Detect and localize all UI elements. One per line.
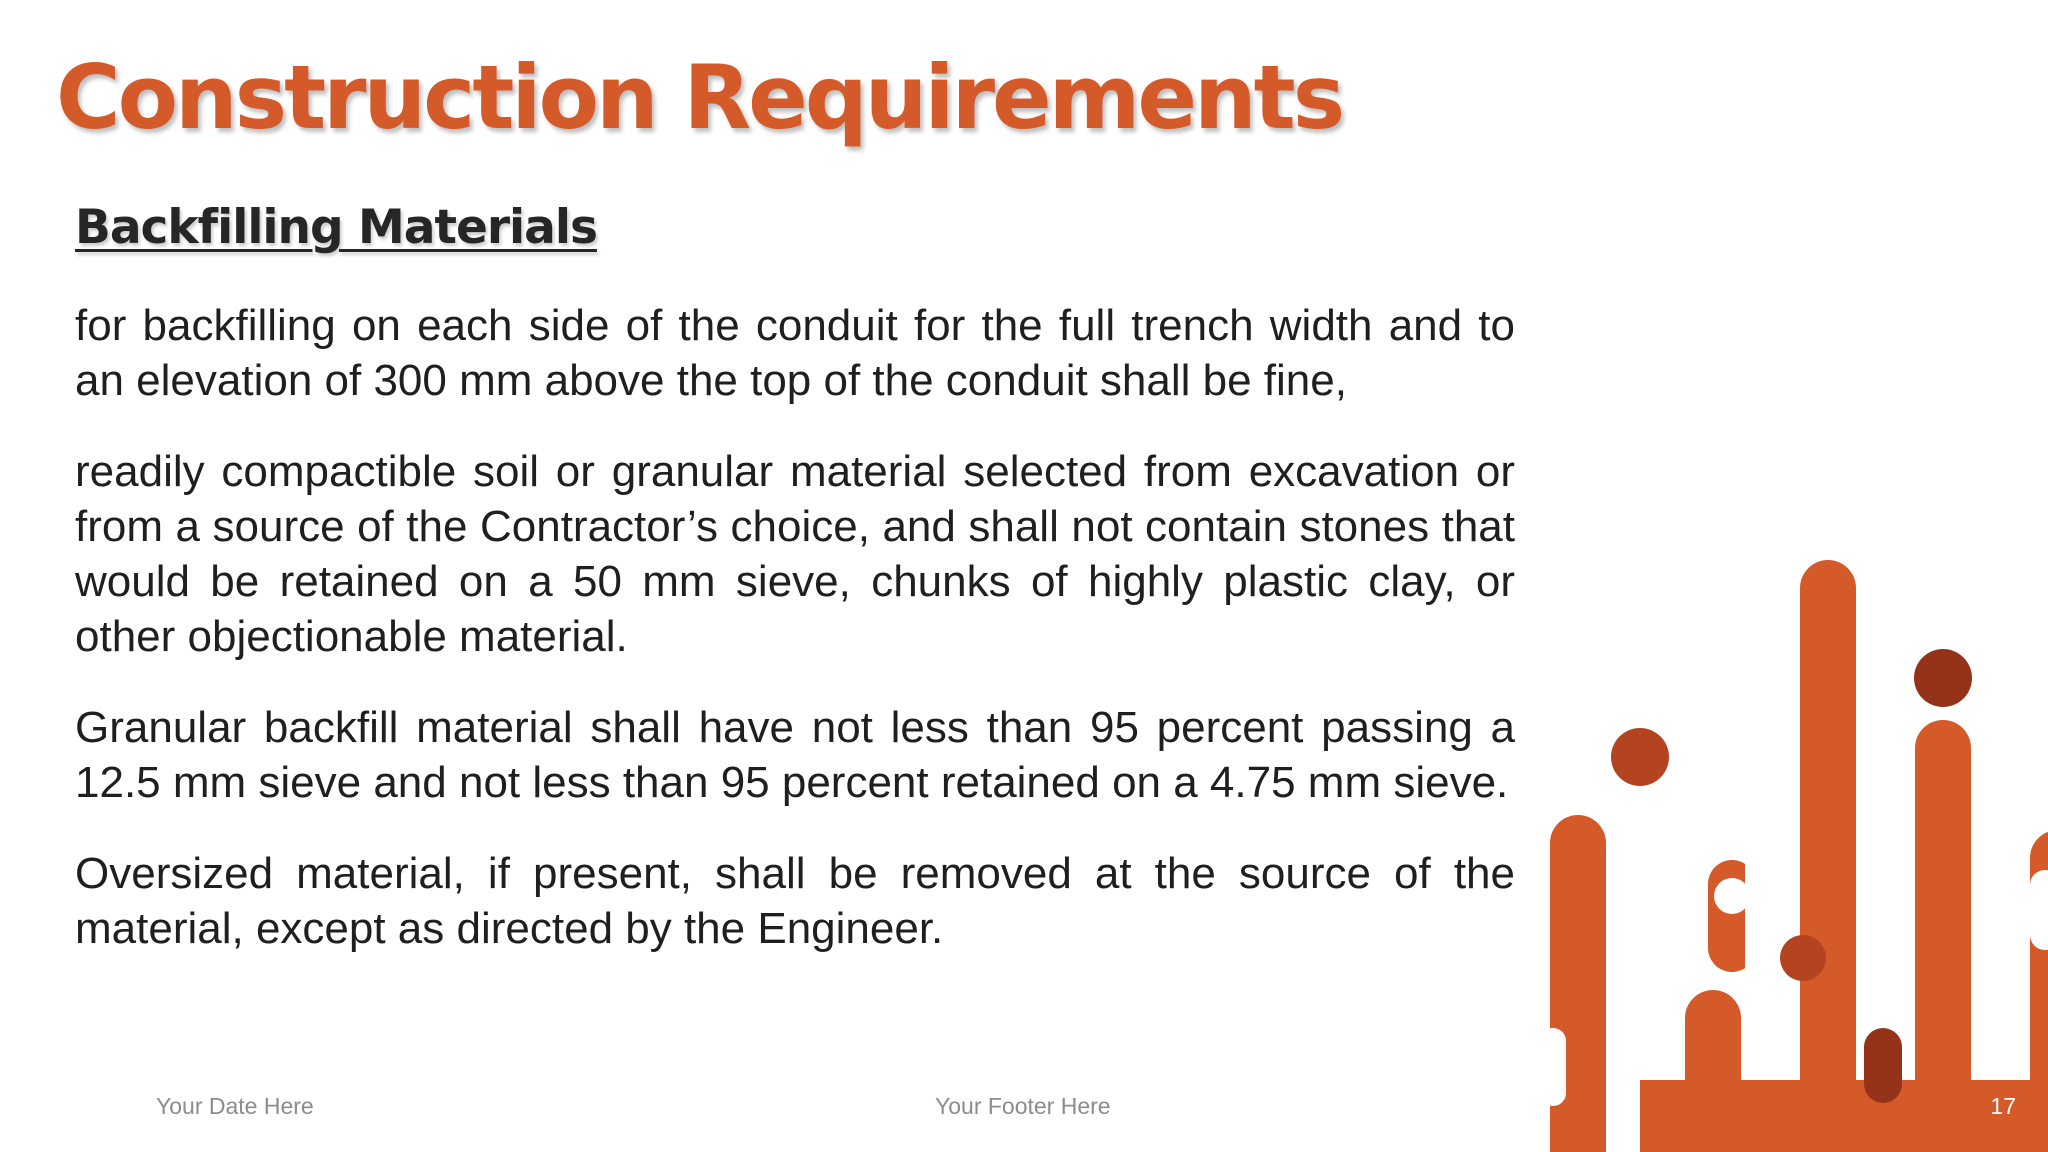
slide-title: Construction Requirements: [56, 46, 1343, 149]
body-text: [75, 298, 1515, 992]
paragraph: readily compactible soil or granular material selected from excavation or from a source of the Contractor’s choice, and shall not contain stones that would be retained on a 50 mm sieve, chunks of highly plastic clay, or other objectionable material.: [75, 447, 1515, 661]
paragraph: for backfilling on each side of the conduit for the full trench width and to an elevation of 300 mm above the top of the conduit shall be fine,: [75, 301, 1515, 405]
page-number: 17: [1990, 1093, 2016, 1119]
paragraph: Oversized material, if present, shall be removed at the source of the material, except as directed by the Engineer.: [75, 849, 1515, 953]
decorative-pill-graphic: [1540, 540, 2048, 1152]
footer-date: Your Date Here: [156, 1093, 314, 1119]
footer-text: Your Footer Here: [935, 1093, 1111, 1119]
section-heading: Backfilling Materials: [75, 200, 597, 255]
paragraph: Granular backfill material shall have not less than 95 percent passing a 12.5 mm sieve and not less than 95 percent retained on a 4.75 mm sieve.: [75, 703, 1515, 807]
